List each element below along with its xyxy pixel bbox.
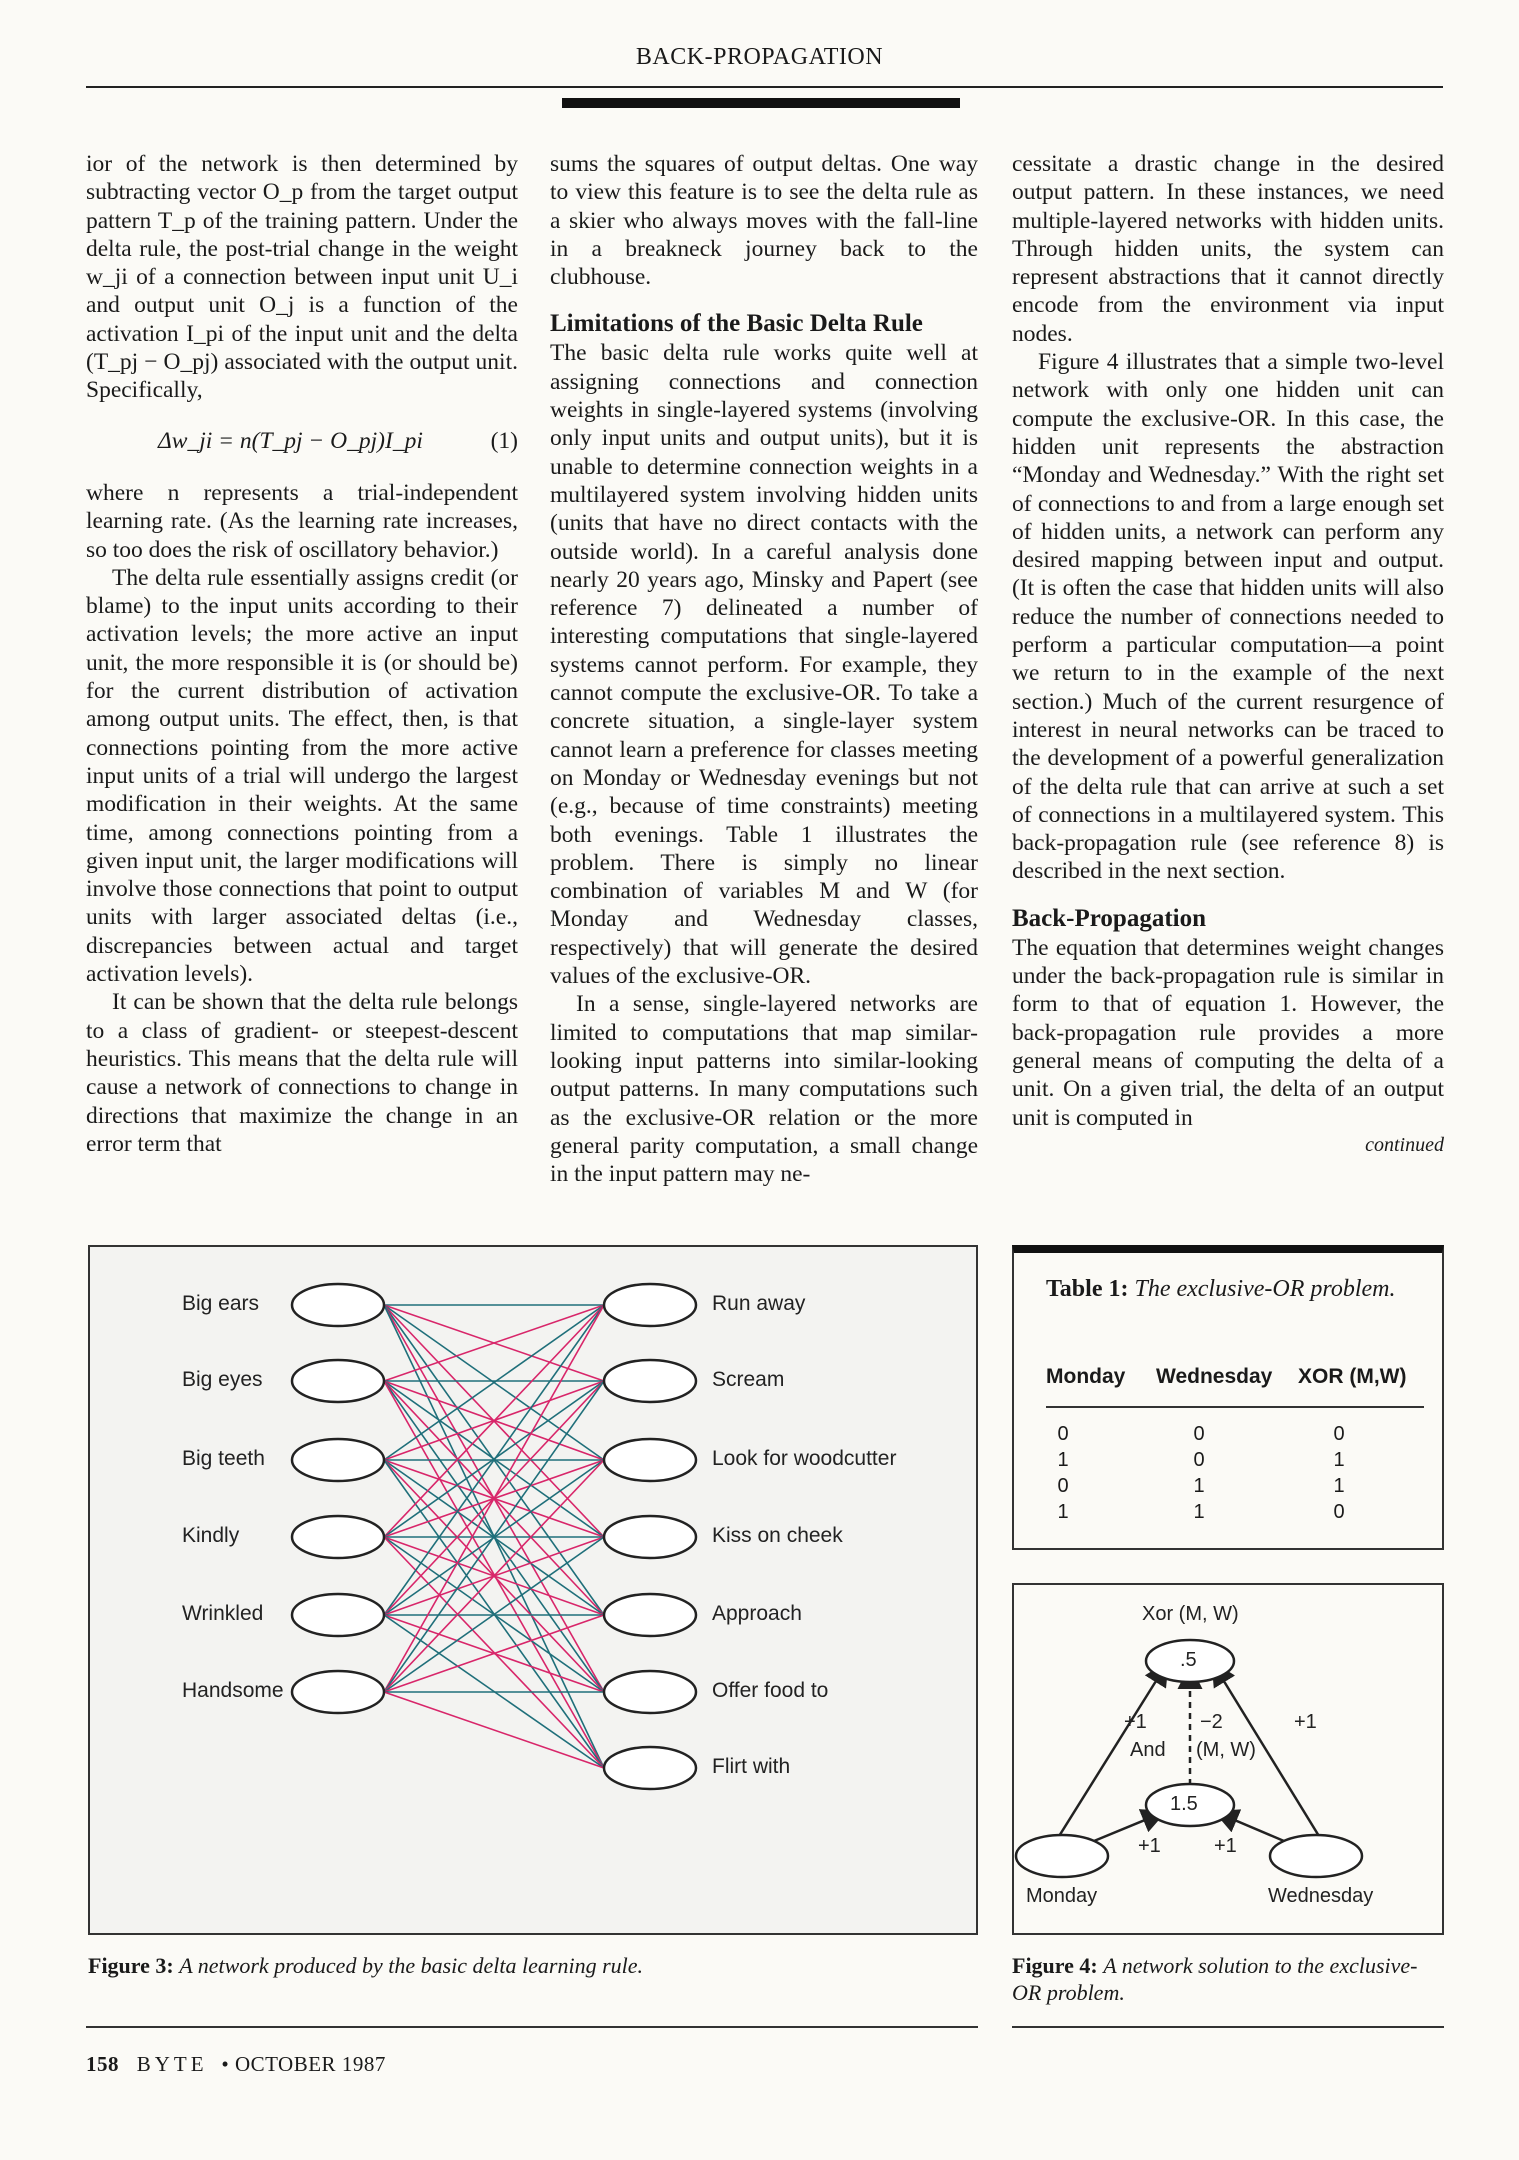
section-heading-limitations: Limitations of the Basic Delta Rule xyxy=(550,310,923,338)
footer-separator: • xyxy=(221,2052,230,2076)
and-threshold: 1.5 xyxy=(1170,1793,1198,1815)
input-unit-label: Big teeth xyxy=(182,1447,265,1470)
xor-label: Xor (M, W) xyxy=(1142,1603,1239,1625)
col3-paragraph-3: The equation that determines weight changes under the back-propagation rule is similar in form to that of equation 1. However, the back-propagation rule provides a more general means of computing the delta of a unit. On a given trial, the delta of an output unit is computed in xyxy=(1012,934,1444,1131)
output-unit-label: Flirt with xyxy=(712,1755,791,1778)
input-unit-label: Wrinkled xyxy=(182,1602,264,1625)
table-header-rule xyxy=(1046,1406,1424,1408)
connection-line xyxy=(384,1537,604,1768)
col2-paragraph-2: The basic delta rule works quite well at assigning connections and connection weights in single-layered systems (involving only input units and output units), but it is unable to determine connection weights in a multilayered system involving hidden units (units that have no direct contacts with the outside world). In a careful analysis done nearly 20 years ago, Minsky and Papert (see reference 7) delineated a number of interesting computations that single-layered systems cannot perform. For example, they cannot compute the exclusive-OR. To take a concrete situation, a single-layer system cannot learn a preference for classes meeting on Monday or Wednesday evenings but not (e.g., because of time constraints) meeting both evenings. Table 1 illustrates the problem. There is simply no linear combination of variables M and W (for Monday and Wednesday classes, respectively) that will generate the desired values of the exclusive-OR. xyxy=(550,340,978,990)
figure-3-caption-label: Figure 3: xyxy=(88,1953,174,1978)
table-cell: 1 xyxy=(1193,1501,1205,1523)
col1-paragraph-4: It can be shown that the delta rule belongs to a class of gradient- or steepest-descent heuristics. This means that the delta rule will cause a network of connections to change in directions that maximize the change in an error term that xyxy=(86,989,518,1157)
col2-paragraph-3: In a sense, single-layered networks are limited to computations that map similar-looking input patterns into similar-looking output patterns. In many computations such as the exclusive-OR relation or the more general parity computation, a small change in the input pattern may ne- xyxy=(550,991,978,1188)
table-cell: 1 xyxy=(1333,1449,1345,1471)
input-unit-label: Handsome xyxy=(182,1679,284,1702)
table-cell: 0 xyxy=(1333,1423,1345,1445)
and-label: And xyxy=(1130,1739,1166,1761)
xor-threshold: .5 xyxy=(1180,1649,1197,1671)
text-column-2 xyxy=(550,150,978,1188)
figure-4-xor-network xyxy=(1012,1583,1444,1935)
weight-left-bottom: +1 xyxy=(1138,1835,1161,1857)
table-cell: 1 xyxy=(1333,1475,1345,1497)
table-1-title xyxy=(1046,1275,1406,1304)
input-unit-node xyxy=(292,1516,384,1558)
header-bar xyxy=(562,98,960,108)
table-1-title-text: The exclusive-OR problem. xyxy=(1134,1276,1396,1302)
magazine-name: BYTE xyxy=(136,2052,208,2076)
input-unit-node xyxy=(292,1439,384,1481)
table-cell: 0 xyxy=(1057,1475,1069,1497)
output-unit-node xyxy=(604,1516,696,1558)
table-1-title-label: Table 1: xyxy=(1046,1276,1129,1302)
page-number: 158 xyxy=(86,2052,119,2076)
figure-3-svg xyxy=(90,1247,976,1933)
table-cell: 0 xyxy=(1193,1423,1205,1445)
output-unit-node xyxy=(604,1671,696,1713)
wednesday-label: Wednesday xyxy=(1268,1885,1374,1907)
running-header: BACK-PROPAGATION xyxy=(635,44,884,70)
output-unit-label: Approach xyxy=(712,1602,802,1625)
table-header-wednesday: Wednesday xyxy=(1156,1365,1273,1388)
col2-paragraph-1: sums the squares of output deltas. One way to view this feature is to see the delta rule as a skier who always moves with the fall-line in a breakneck journey back to the clubhouse. xyxy=(550,151,978,291)
equation-number: (1) xyxy=(490,427,518,454)
table-header-monday: Monday xyxy=(1046,1365,1126,1388)
output-unit-label: Kiss on cheek xyxy=(712,1524,843,1547)
wednesday-input-node xyxy=(1270,1835,1362,1877)
connection-line xyxy=(384,1692,604,1768)
equation-body: Δw_ji = n(T_pj − O_pj)I_pi xyxy=(158,427,423,454)
equation-1 xyxy=(86,427,518,455)
col1-paragraph-1: ior of the network is then determined by subtracting vector O_p from the target output pattern T_p of the training pattern. Under the delta rule, the post-trial change in the weight w_ji of a connection between input unit U_i and output unit O_j is a function of the activation I_pi of the input unit and the delta (T_pj − O_pj) associated with the output unit. Specifically, xyxy=(86,151,518,404)
output-unit-node xyxy=(604,1284,696,1326)
table-cell: 1 xyxy=(1057,1501,1069,1523)
col1-paragraph-2: where n represents a trial-independent learning rate. (As the learning rate increases, so too does the risk of oscillatory behavior.) xyxy=(86,479,518,563)
footer-rule-right xyxy=(1012,2026,1444,2028)
figure-4-caption-text: A network solution to the exclusive-OR problem. xyxy=(1012,1953,1418,2005)
weight-right-bottom: +1 xyxy=(1214,1835,1237,1857)
table-cell: 0 xyxy=(1057,1423,1069,1445)
and-label-args: (M, W) xyxy=(1196,1739,1256,1761)
input-unit-label: Big eyes xyxy=(182,1368,263,1391)
figure-3-caption xyxy=(88,1952,643,1979)
output-unit-label: Look for woodcutter xyxy=(712,1447,897,1470)
weight-center: −2 xyxy=(1200,1711,1223,1733)
col3-paragraph-2: Figure 4 illustrates that a simple two-level network with only one hidden unit can compute the exclusive-OR. In this case, the hidden unit represents the abstraction “Monday and Wednesday.” With the right set of connections to and from a large enough set of hidden units, a network can perform any desired mapping between input and output. (It is often the case that hidden units will also reduce the number of connections needed to perform a particular computation—a point we return to in the example of the next section.) Much of the current resurgence of interest in neural networks can be traced to the development of a powerful generalization of the delta rule that can arrive at such a set of connections in a multilayered system. This back-propagation rule (see reference 8) is described in the next section. xyxy=(1012,349,1444,885)
monday-label: Monday xyxy=(1026,1885,1098,1907)
input-unit-node xyxy=(292,1671,384,1713)
table-header-xor: XOR (M,W) xyxy=(1298,1365,1407,1388)
input-unit-label: Kindly xyxy=(182,1524,240,1547)
input-unit-node xyxy=(292,1284,384,1326)
input-unit-node xyxy=(292,1594,384,1636)
output-unit-node xyxy=(604,1594,696,1636)
header-rule xyxy=(86,86,1443,88)
connection-line xyxy=(384,1381,604,1768)
section-heading-back-propagation: Back-Propagation xyxy=(1012,904,1206,932)
text-column-1 xyxy=(86,150,518,1158)
weight-right-top: +1 xyxy=(1294,1711,1317,1733)
monday-input-node xyxy=(1016,1835,1108,1877)
output-unit-label: Offer food to xyxy=(712,1679,829,1702)
output-unit-label: Scream xyxy=(712,1368,785,1391)
output-unit-node xyxy=(604,1360,696,1402)
footer-rule-left xyxy=(86,2026,978,2028)
output-unit-node xyxy=(604,1439,696,1481)
input-unit-label: Big ears xyxy=(182,1292,260,1315)
col1-paragraph-3: The delta rule essentially assigns credit (or blame) to the input units according to their activation levels; the more active an input unit, the more responsible it is (or should be) for the current distribution of activation among output units. The effect, then, is that connections pointing from the more active input units of a trial will undergo the largest modification in their weights. At the same time, among connections pointing from a given input unit, the larger modifications will involve those connections that point to output units with larger associated deltas (i.e., discrepancies between actual and target activation levels). xyxy=(86,564,518,988)
col3-paragraph-1: cessitate a drastic change in the desired output pattern. In these instances, we need multiple-layered networks with hidden units. Through hidden units, the system can represent abstractions that it cannot directly encode from the environment via input nodes. xyxy=(1012,151,1444,347)
table-cell: 0 xyxy=(1193,1449,1205,1471)
page-footer xyxy=(86,2052,386,2077)
figure-4-caption-label: Figure 4: xyxy=(1012,1953,1098,1978)
output-unit-node xyxy=(604,1747,696,1789)
figure-3-caption-text: A network produced by the basic delta learning rule. xyxy=(179,1953,644,1978)
table-cell: 1 xyxy=(1193,1475,1205,1497)
issue-date: OCTOBER 1987 xyxy=(234,2052,386,2076)
weight-left-top: +1 xyxy=(1124,1711,1147,1733)
figure-3-network-diagram xyxy=(88,1245,978,1935)
output-unit-label: Run away xyxy=(712,1292,806,1315)
table-cell: 1 xyxy=(1057,1449,1069,1471)
text-column-3 xyxy=(1012,150,1444,1158)
table-1 xyxy=(1012,1245,1444,1550)
figure-4-caption xyxy=(1012,1952,1444,2006)
table-cell: 0 xyxy=(1333,1501,1345,1523)
input-unit-node xyxy=(292,1360,384,1402)
continued-note: continued xyxy=(1365,1133,1444,1156)
